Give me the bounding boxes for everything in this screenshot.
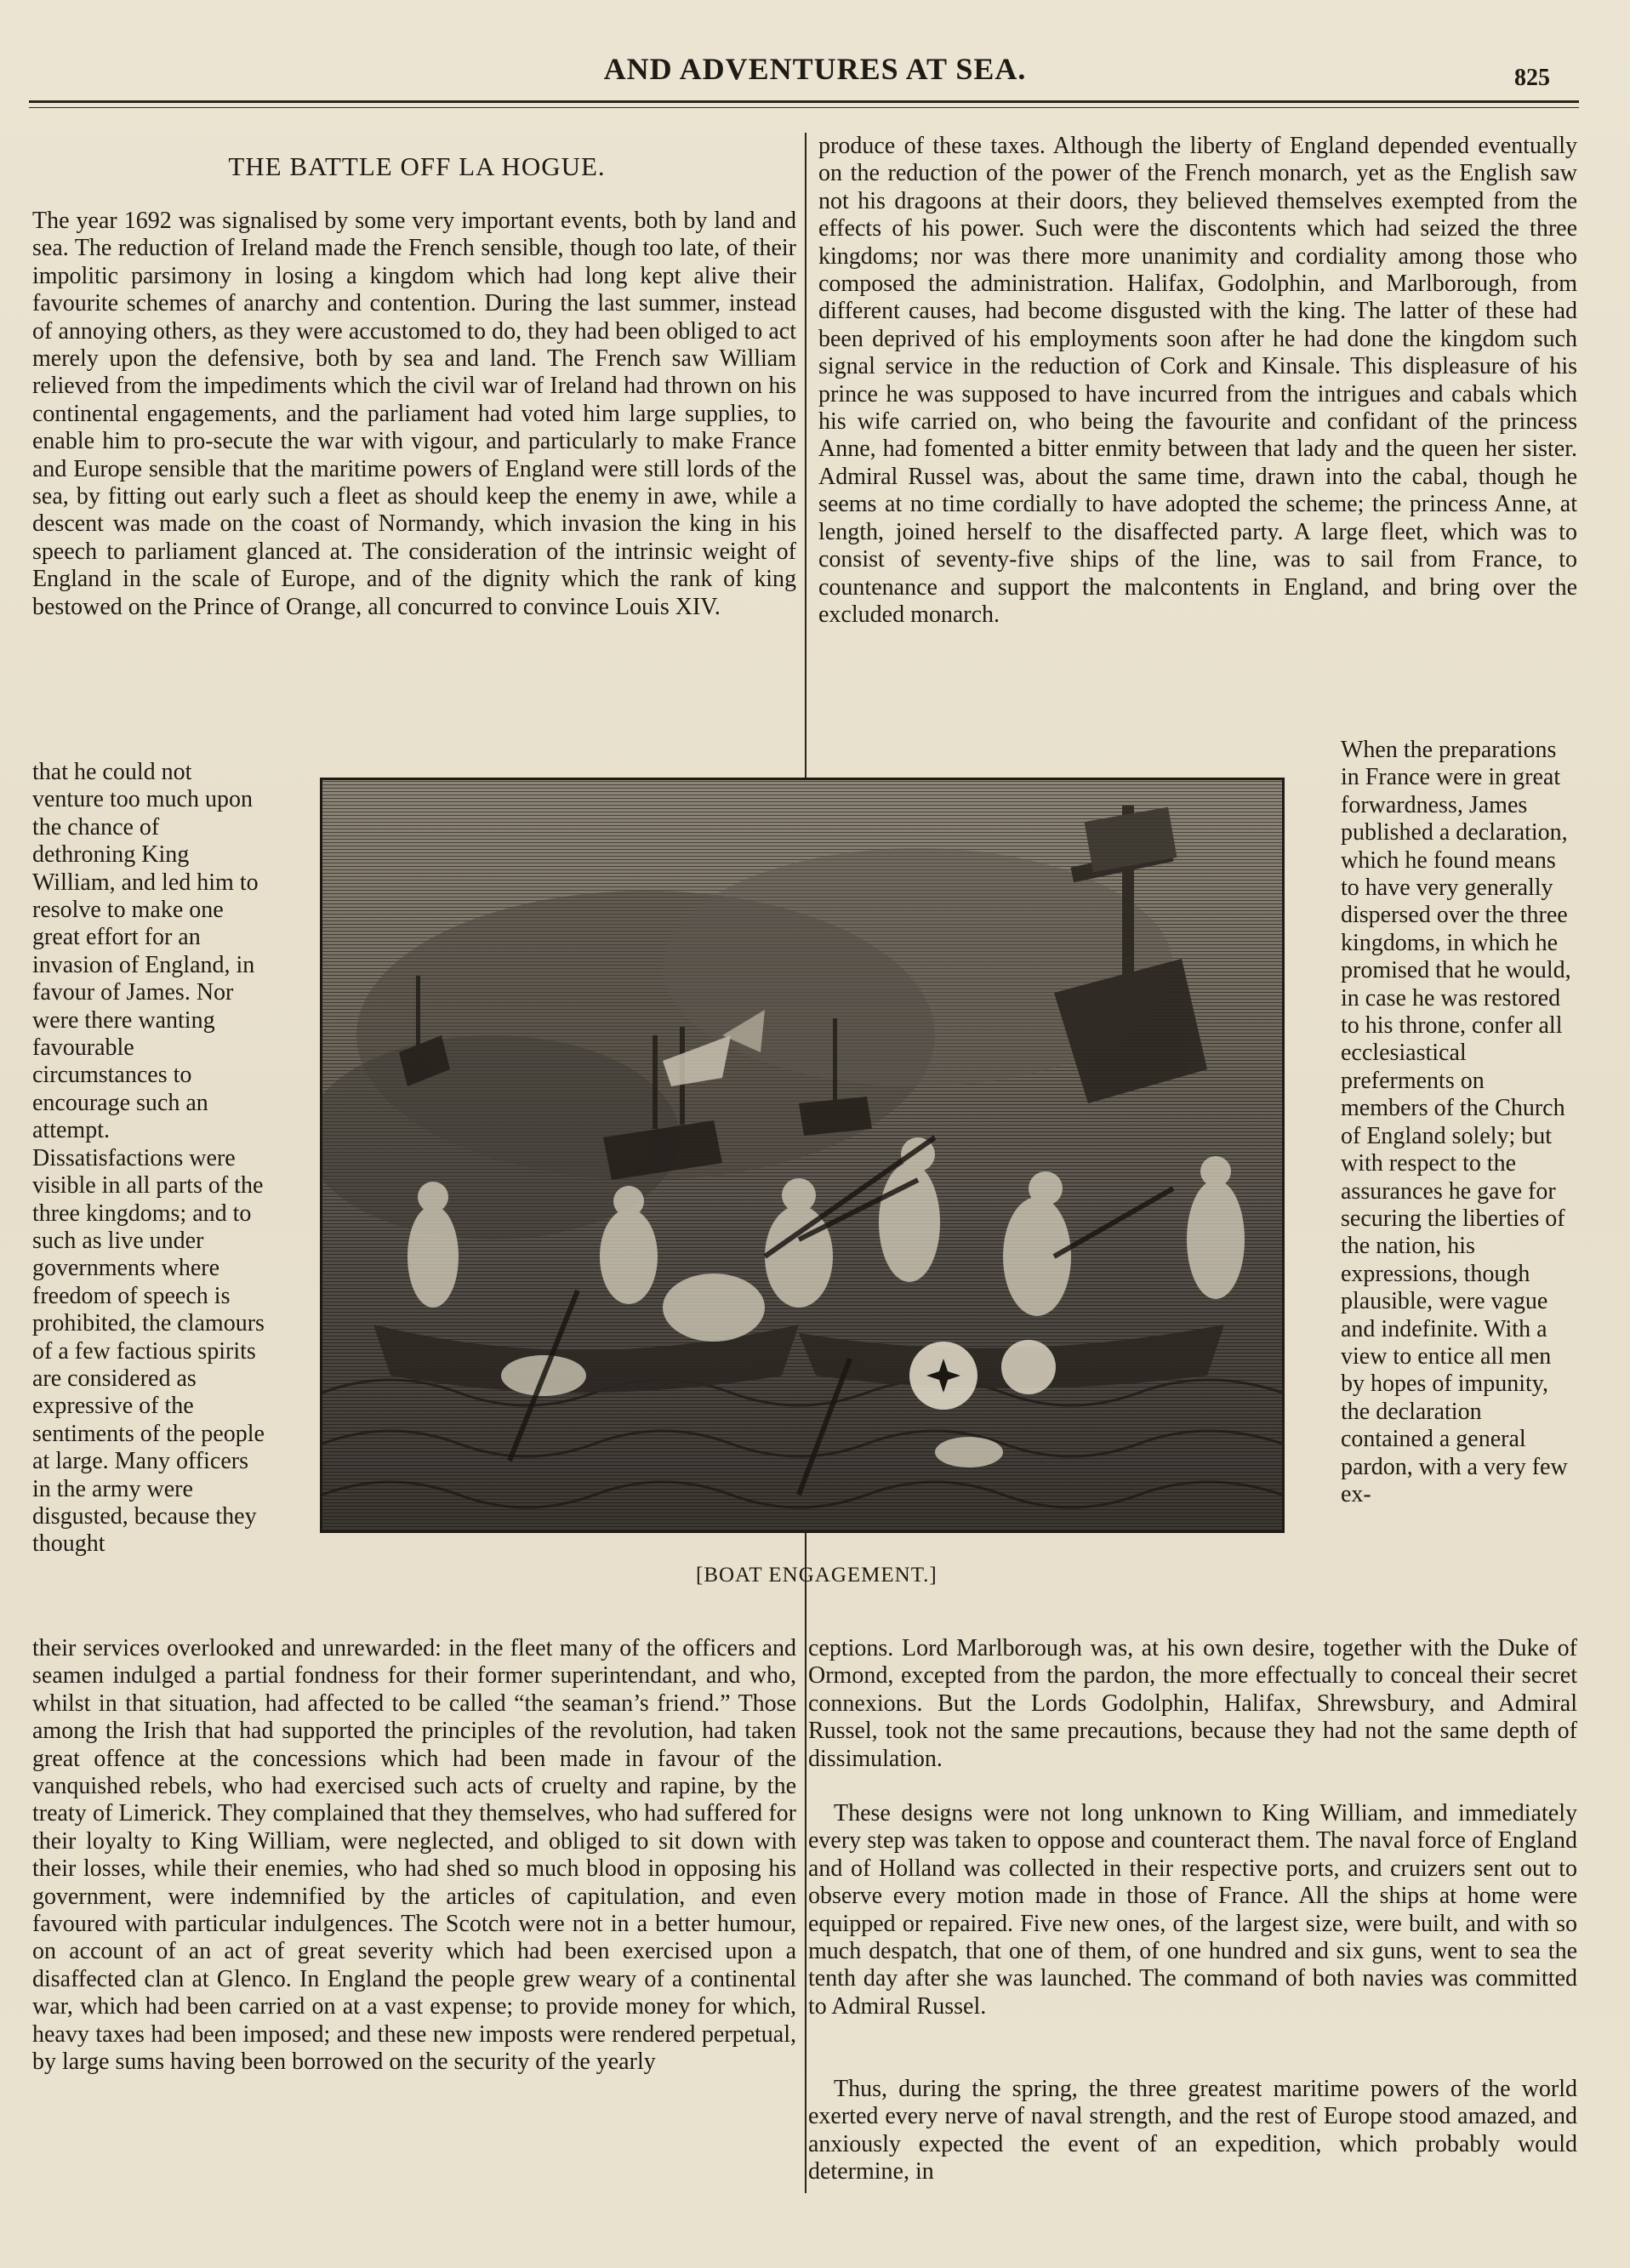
- boats: [373, 1325, 1224, 1393]
- header-rule: [29, 100, 1579, 103]
- right-column-bottom-paragraph-3: Thus, during the spring, the three greatest maritime powers of the world exerted every nerve of naval strength, and the rest of Europe stood amazed, and anxiously expected the event of an expedition, which probably would determine, in: [808, 2076, 1577, 2185]
- boat-engagement-engraving: [320, 778, 1285, 1533]
- left-column-top-text: The year 1692 was signalised by some very important events, both by land and sea. The reduction of Ireland made the French sensible, though too late, of their impolitic parsimony in losing a kingdom which had long kept alive their favourite schemes of anarchy and contention. During the last summer, instead of annoying others, as they were accustomed to do, they had been obliged to act merely upon the defensive, both by sea and land. The French saw William relieved from the impediments which the civil war of Ireland had thrown on his continental engagements, and the parliament had voted him large supplies, to enable him to pro-secute the war with vigour, and particularly to make France and Europe sensible that the maritime powers of England were still lords of the sea, by fitting out early such a fleet as should keep the enemy in awe, while a descent was made on the coast of Normandy, which invasion the king in his speech to parliament glanced at. The consideration of the intrinsic weight of England in the scale of Europe, and of the dignity which the rank of king bestowed on the Prince of Orange, all concurred to convince Louis XIV.: [32, 208, 796, 620]
- right-column-narrow-text: When the preparations in France were in great forwardness, James published a declaration, which he found means to have very generally dispersed over the three kingdoms, in which he promised that he would, in case he was restored to his throne, confer all ecclesiastical preferments on members of the Church of England solely; but with respect to the assurances he gave for securing the liberties of the nation, his expressions, though plausible, were vague and indefinite. With a view to entice all men by hopes of impunity, the declaration contained a general pardon, with a very few ex-: [1341, 737, 1571, 1507]
- illustration-caption: [BOAT ENGAGEMENT.]: [696, 1564, 938, 1587]
- article-title: THE BATTLE OFF LA HOGUE.: [228, 151, 606, 181]
- right-column-bottom-paragraph-1: ceptions. Lord Marlborough was, at his own desire, together with the Duke of Ormond, excepted from the pardon, the more effectually to conceal their secret connexions. But the Lords Godolphin, Halifax, Shrewsbury, and Admiral Russel, took not the same precautions, because they had not the same depth of dissimulation.: [808, 1635, 1577, 1772]
- header-rule-thin: [29, 107, 1579, 108]
- right-column-top-text: produce of these taxes. Although the liberty of England depended eventually on the reduction of the power of the French monarch, yet as the English saw not his dragoons at their doors, they believed themselves exempted from the effects of his power. Such were the discontents which had seized the three kingdoms; nor was there more unanimity and cordiality among those who composed the administration. Halifax, Godolphin, and Marlborough, from different causes, had become disgusted with the king. The latter of these had been deprived of his employments soon after he had done the kingdom such signal service in the reduction of Cork and Kinsale. This displeasure of his prince he was supposed to have incurred from the intrigues and cabals which his wife carried on, who being the favourite and confidant of the princess Anne, had fomented a bitter enmity between that lady and the queen her sister. Admiral Russel was, about the same time, drawn into the cabal, though he seems at no time cordially to have adopted the scheme; the princess Anne, at length, joined herself to the disaffected party. A large fleet, which was to consist of seventy-five ships of the line, was to sail from France, to countenance and support the malcontents in England, and bring over the excluded monarch.: [818, 133, 1577, 628]
- right-column-bottom-paragraph-2: These designs were not long unknown to King William, and immediately every step was taken to oppose and counteract them. The naval force of England and of Holland was collected in their respective ports, and cruizers sent out to observe every motion made in those of France. All the ships at home were equipped or repaired. Five new ones, of the largest size, were built, and with so much despatch, that one of them, of one hundred and six guns, went to sea the tenth day after she was launched. The command of both navies was committed to Admiral Russel.: [808, 1800, 1577, 2020]
- left-column-narrow-text: that he could not venture too much upon the chance of dethroning King William, and led him to resolve to make one great effort for an invasion of England, in favour of James. Nor were there wanting favourable circumstances to encourage such an attempt. Dissatisfactions were visible in all parts of the three kingdoms; and to such as live under governments where freedom of speech is prohibited, the clamours of a few factious spirits are considered as expressive of the sentiments of the people at large. Many officers in the army were disgusted, because they thought: [32, 759, 265, 1558]
- page-number: 825: [1514, 65, 1550, 91]
- engraving-artwork: [322, 780, 1282, 1530]
- left-column-bottom-text: their services overlooked and unrewarded: in the fleet many of the officers and seamen indulged a partial fondness for their former superintendant, and who, whilst in that situation, had affected to be called “the seaman’s friend.” Those among the Irish that had supported the principles of the revolution, had taken great offence at the concessions which had been made in favour of the vanquished rebels, who had exercised such acts of cruelty and rapine, by the treaty of Limerick. They complained that they themselves, who had suffered for their loyalty to King William, were neglected, and obliged to sit down with their losses, while their enemies, who had shed so much blood in opposing his government, were indemnified by the articles of capitulation, and even favoured with particular indulgences. The Scotch were not in a better humour, on account of an act of great severity which had been exercised upon a disaffected clan at Glenco. In England the people grew weary of a continental war, which had been carried on at a vast expense; to provide money for which, heavy taxes had been imposed; and these new imposts were rendered perpetual, by large sums having been borrowed on the security of the yearly: [32, 1635, 796, 2076]
- running-head: AND ADVENTURES AT SEA.: [603, 52, 1027, 86]
